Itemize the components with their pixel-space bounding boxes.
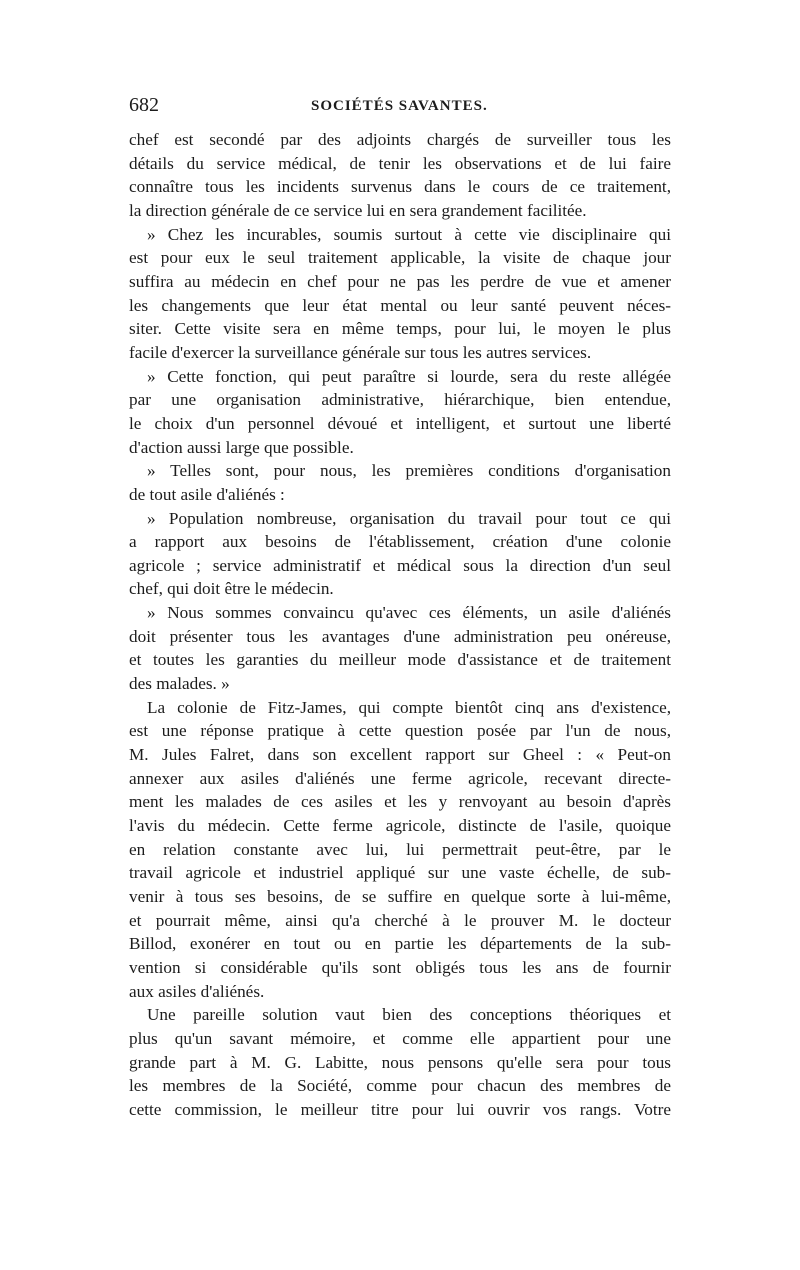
- text-line: » Telles sont, pour nous, les premières conditions d'organisation: [147, 461, 671, 481]
- text-line: de tout asile d'aliénés :: [129, 484, 285, 504]
- text-line: » Cette fonction, qui peut paraître si lourde, sera du reste allégée: [147, 366, 671, 386]
- text-line: M. Jules Falret, dans son excellent rapport sur Gheel : « Peut-on: [129, 745, 671, 765]
- text-line: en relation constante avec lui, lui permettrait peut-être, par le: [129, 839, 671, 859]
- text-line: détails du service médical, de tenir les observations et de lui faire: [129, 153, 671, 173]
- page-header: [129, 90, 671, 120]
- text-line: et toutes les garanties du meilleur mode d'assistance et de traitement: [129, 650, 671, 670]
- text-line: venir à tous ses besoins, de se suffire en quelque sorte à lui-même,: [129, 887, 671, 906]
- page-number: 682: [129, 94, 159, 116]
- text-line: par une organisation administrative, hiérarchique, bien entendue,: [129, 390, 671, 410]
- text-line: suffira au médecin en chef pour ne pas les perdre de vue et amener: [129, 271, 671, 291]
- body-text: [129, 128, 671, 1122]
- text-line: travail agricole et industriel appliqué sur une vaste échelle, de sub-: [129, 863, 671, 883]
- text-line: Billod, exonérer en tout ou en partie les départements de la sub-: [129, 934, 671, 954]
- text-line: connaître tous les incidents survenus dans le cours de ce traitement,: [129, 177, 671, 197]
- text-line: cette commission, le meilleur titre pour lui ouvrir vos rangs. Votre: [129, 1099, 671, 1119]
- text-line: » Chez les incurables, soumis surtout à cette vie disciplinaire qui: [147, 224, 671, 244]
- text-line: plus qu'un savant mémoire, et comme elle appartient pour une: [129, 1028, 671, 1048]
- text-line: des malades. »: [129, 674, 230, 694]
- text-line: facile d'exercer la surveillance générale sur tous les autres services.: [129, 342, 592, 362]
- text-line: siter. Cette visite sera en même temps, pour lui, le moyen le plus: [129, 319, 671, 339]
- text-line: est une réponse pratique à cette question posée par l'un de nous,: [129, 721, 671, 741]
- text-line: Une pareille solution vaut bien des conceptions théoriques et: [147, 1005, 671, 1025]
- text-line: aux asiles d'aliénés.: [129, 981, 265, 1001]
- text-line: chef, qui doit être le médecin.: [129, 579, 334, 599]
- text-line: » Nous sommes convaincu qu'avec ces éléments, un asile d'aliénés: [147, 603, 671, 623]
- text-line: ment les malades de ces asiles et les y renvoyant au besoin d'après: [129, 792, 671, 812]
- text-line: les membres de la Société, comme pour chacun des membres de: [129, 1076, 671, 1096]
- text-line: » Population nombreuse, organisation du travail pour tout ce qui: [147, 508, 671, 528]
- text-line: chef est secondé par des adjoints chargés de surveiller tous les: [129, 130, 671, 149]
- text-line: doit présenter tous les avantages d'une administration peu onéreuse,: [129, 626, 671, 646]
- text-line: les changements que leur état mental ou leur santé peuvent néces-: [129, 295, 671, 315]
- book-page: [129, 90, 671, 1119]
- text-line: l'avis du médecin. Cette ferme agricole, distincte de l'asile, quoique: [129, 816, 671, 836]
- text-line: et pourrait même, ainsi qu'a cherché à le prouver M. le docteur: [129, 910, 671, 930]
- text-line: grande part à M. G. Labitte, nous pensons qu'elle sera pour tous: [129, 1052, 671, 1072]
- text-line: est pour eux le seul traitement applicable, la visite de chaque jour: [129, 248, 671, 268]
- text-line: la direction générale de ce service lui en sera grandement facilitée.: [129, 200, 587, 220]
- text-line: annexer aux asiles d'aliénés une ferme agricole, recevant directe-: [129, 768, 671, 788]
- text-line: le choix d'un personnel dévoué et intelligent, et surtout une liberté: [129, 413, 671, 433]
- text-line: La colonie de Fitz-James, qui compte bientôt cinq ans d'existence,: [147, 697, 671, 717]
- running-head: SOCIÉTÉS SAVANTES.: [311, 98, 488, 114]
- text-line: agricole ; service administratif et médical sous la direction d'un seul: [129, 555, 671, 575]
- text-line: a rapport aux besoins de l'établissement, création d'une colonie: [129, 532, 671, 552]
- text-line: d'action aussi large que possible.: [129, 437, 354, 457]
- text-line: vention si considérable qu'ils sont obligés tous les ans de fournir: [129, 957, 671, 977]
